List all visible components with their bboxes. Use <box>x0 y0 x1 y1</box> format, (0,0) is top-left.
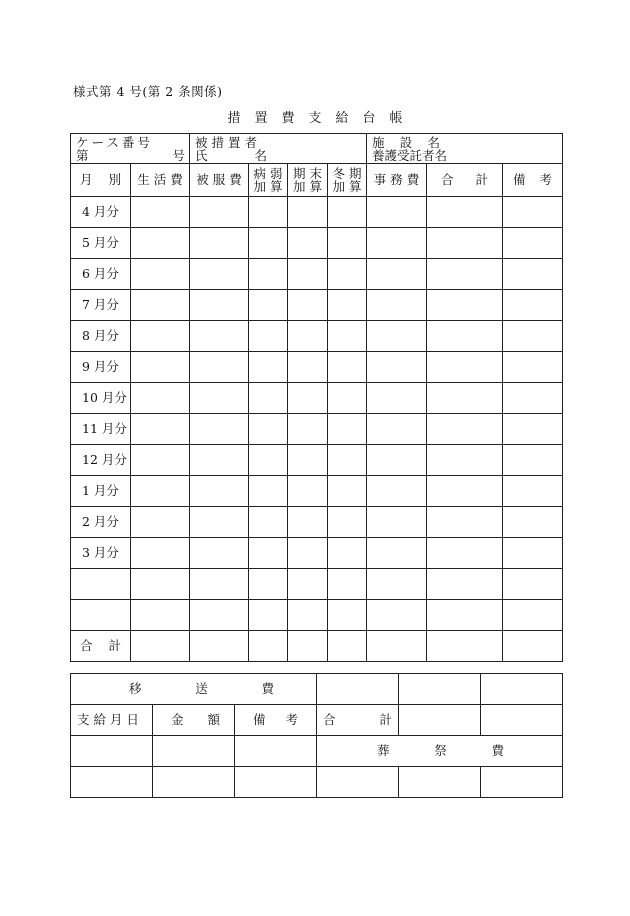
month-row <box>71 290 563 321</box>
entry-cell[interactable] <box>288 476 328 507</box>
entry-cell[interactable] <box>190 476 249 507</box>
month-label: 10 月分 <box>71 383 131 414</box>
entry-cell[interactable] <box>131 197 190 228</box>
entry-cell[interactable] <box>328 538 367 569</box>
entry-cell[interactable] <box>190 507 249 538</box>
entry-cell[interactable] <box>288 383 328 414</box>
entry-cell[interactable] <box>427 414 503 445</box>
month-label: 11 月分 <box>71 414 131 445</box>
entry-cell[interactable] <box>249 476 288 507</box>
ledger-header-row <box>71 134 563 164</box>
month-label: 2 月分 <box>71 507 131 538</box>
month-row <box>71 321 563 352</box>
entry-cell[interactable] <box>503 414 563 445</box>
amount-label: 金 額 <box>153 705 235 736</box>
entry-cell[interactable] <box>249 197 288 228</box>
entry-cell[interactable] <box>367 197 427 228</box>
month-label: 3 月分 <box>71 538 131 569</box>
entry-cell[interactable] <box>503 507 563 538</box>
col-remarks: 備 考 <box>503 164 563 197</box>
entry-cell[interactable] <box>503 383 563 414</box>
entry-cell[interactable] <box>131 352 190 383</box>
entry-cell[interactable] <box>131 259 190 290</box>
entry-cell[interactable] <box>288 259 328 290</box>
entry-cell[interactable] <box>367 414 427 445</box>
month-rows <box>71 197 563 569</box>
month-label: 5 月分 <box>71 228 131 259</box>
entry-cell[interactable] <box>288 290 328 321</box>
entry-cell[interactable] <box>503 197 563 228</box>
entry-cell[interactable] <box>131 321 190 352</box>
month-label: 9 月分 <box>71 352 131 383</box>
month-row <box>71 507 563 538</box>
transfer-total-label: 合 計 <box>317 705 399 736</box>
col-living: 生 活 費 <box>131 164 190 197</box>
entry-cell[interactable] <box>288 414 328 445</box>
funeral-label: 葬 祭 費 <box>317 736 563 767</box>
blank-row <box>71 600 563 631</box>
foster-label: 養護受託者名 <box>372 148 448 164</box>
entry-cell[interactable] <box>427 321 503 352</box>
entry-cell[interactable] <box>249 259 288 290</box>
person-name-cell[interactable] <box>190 134 367 164</box>
funeral-entry-row <box>71 767 563 798</box>
transfer-label: 移 送 費 <box>71 674 317 705</box>
entry-cell[interactable] <box>503 321 563 352</box>
entry-cell[interactable] <box>427 290 503 321</box>
entry-cell[interactable] <box>288 445 328 476</box>
entry-cell[interactable] <box>427 507 503 538</box>
transfer-remarks-label: 備 考 <box>235 705 317 736</box>
entry-cell[interactable] <box>427 383 503 414</box>
entry-cell[interactable] <box>367 507 427 538</box>
entry-cell[interactable] <box>190 197 249 228</box>
facility-label-a: 施 <box>372 135 385 150</box>
document-title: 措置費支給台帳 <box>227 111 417 126</box>
col-winter: 冬 期 加 算 <box>328 164 367 197</box>
month-row <box>71 259 563 290</box>
entry-cell[interactable] <box>328 445 367 476</box>
entry-cell[interactable] <box>328 290 367 321</box>
entry-cell[interactable] <box>367 228 427 259</box>
person-name-a: 氏 <box>195 148 208 164</box>
month-row <box>71 476 563 507</box>
entry-cell[interactable] <box>328 197 367 228</box>
total-row <box>71 631 563 662</box>
transfer-subheader-row <box>71 705 563 736</box>
entry-cell[interactable] <box>328 228 367 259</box>
entry-cell[interactable] <box>131 445 190 476</box>
entry-cell[interactable] <box>249 321 288 352</box>
col-term: 期 末 加 算 <box>288 164 328 197</box>
entry-cell[interactable] <box>427 445 503 476</box>
entry-cell[interactable] <box>367 352 427 383</box>
month-row <box>71 383 563 414</box>
entry-cell[interactable] <box>190 538 249 569</box>
month-row <box>71 228 563 259</box>
entry-cell[interactable] <box>503 445 563 476</box>
col-month: 月 別 <box>71 164 131 197</box>
entry-cell[interactable] <box>328 383 367 414</box>
month-row <box>71 538 563 569</box>
month-row <box>71 445 563 476</box>
month-label: 6 月分 <box>71 259 131 290</box>
entry-cell[interactable] <box>190 228 249 259</box>
entry-cell[interactable] <box>190 414 249 445</box>
month-label: 1 月分 <box>71 476 131 507</box>
entry-cell[interactable] <box>249 538 288 569</box>
entry-cell[interactable] <box>328 414 367 445</box>
entry-cell[interactable] <box>367 290 427 321</box>
person-name-b: 名 <box>254 148 268 164</box>
entry-cell[interactable] <box>288 507 328 538</box>
entry-cell[interactable] <box>190 290 249 321</box>
entry-cell[interactable] <box>367 383 427 414</box>
entry-cell[interactable] <box>427 352 503 383</box>
transfer-expense-table <box>70 673 563 798</box>
entry-cell[interactable] <box>131 383 190 414</box>
entry-cell[interactable] <box>503 538 563 569</box>
entry-cell[interactable] <box>131 538 190 569</box>
case-number-suffix: 号 <box>172 148 186 164</box>
entry-cell[interactable] <box>249 352 288 383</box>
col-office: 事 務 費 <box>367 164 427 197</box>
entry-cell[interactable] <box>249 383 288 414</box>
entry-cell[interactable] <box>427 538 503 569</box>
entry-cell[interactable] <box>190 259 249 290</box>
entry-cell[interactable] <box>367 538 427 569</box>
entry-cell[interactable] <box>427 476 503 507</box>
entry-cell[interactable] <box>131 507 190 538</box>
person-label: 被措置者 <box>195 135 262 150</box>
entry-cell[interactable] <box>367 476 427 507</box>
entry-cell[interactable] <box>190 321 249 352</box>
month-row <box>71 352 563 383</box>
entry-cell[interactable] <box>288 352 328 383</box>
pay-date-label: 支 給 月 日 <box>71 705 153 736</box>
entry-cell[interactable] <box>367 321 427 352</box>
month-label: 12 月分 <box>71 445 131 476</box>
entry-cell[interactable] <box>288 321 328 352</box>
entry-cell[interactable] <box>503 259 563 290</box>
total-row-label: 合 計 <box>71 631 131 662</box>
month-row <box>71 414 563 445</box>
transfer-header-row <box>71 674 563 705</box>
entry-cell[interactable] <box>328 259 367 290</box>
entry-cell[interactable] <box>328 476 367 507</box>
entry-cell[interactable] <box>503 228 563 259</box>
month-label: 8 月分 <box>71 321 131 352</box>
col-clothing: 被 服 費 <box>190 164 249 197</box>
facility-label-c: 名 <box>427 135 440 150</box>
entry-cell[interactable] <box>131 290 190 321</box>
month-row <box>71 197 563 228</box>
case-number-cell[interactable] <box>71 134 190 164</box>
entry-cell[interactable] <box>190 383 249 414</box>
entry-cell[interactable] <box>503 476 563 507</box>
funeral-row <box>71 736 563 767</box>
entry-cell[interactable] <box>131 414 190 445</box>
entry-cell[interactable] <box>190 445 249 476</box>
col-sick: 病 弱 加 算 <box>249 164 288 197</box>
entry-cell[interactable] <box>427 197 503 228</box>
column-header-row <box>71 164 563 197</box>
entry-cell[interactable] <box>249 445 288 476</box>
entry-cell[interactable] <box>288 197 328 228</box>
entry-cell[interactable] <box>328 321 367 352</box>
entry-cell[interactable] <box>427 228 503 259</box>
entry-cell[interactable] <box>503 352 563 383</box>
case-number-label: ケース番号 <box>76 135 153 150</box>
entry-cell[interactable] <box>249 228 288 259</box>
facility-label-b: 設 <box>399 135 413 150</box>
entry-cell[interactable] <box>249 507 288 538</box>
entry-cell[interactable] <box>131 228 190 259</box>
entry-cell[interactable] <box>131 476 190 507</box>
entry-cell[interactable] <box>367 259 427 290</box>
col-total: 合 計 <box>427 164 503 197</box>
form-number: 様式第 4 号(第 2 条関係) <box>73 84 223 99</box>
blank-row <box>71 569 563 600</box>
ledger-table <box>70 133 563 662</box>
entry-cell[interactable] <box>427 259 503 290</box>
entry-cell[interactable] <box>249 414 288 445</box>
entry-cell[interactable] <box>328 352 367 383</box>
entry-cell[interactable] <box>249 290 288 321</box>
month-label: 7 月分 <box>71 290 131 321</box>
month-label: 4 月分 <box>71 197 131 228</box>
entry-cell[interactable] <box>328 507 367 538</box>
entry-cell[interactable] <box>503 290 563 321</box>
entry-cell[interactable] <box>288 538 328 569</box>
case-number-prefix: 第 <box>76 148 89 164</box>
facility-cell[interactable] <box>367 134 563 164</box>
entry-cell[interactable] <box>367 445 427 476</box>
entry-cell[interactable] <box>190 352 249 383</box>
entry-cell[interactable] <box>288 228 328 259</box>
